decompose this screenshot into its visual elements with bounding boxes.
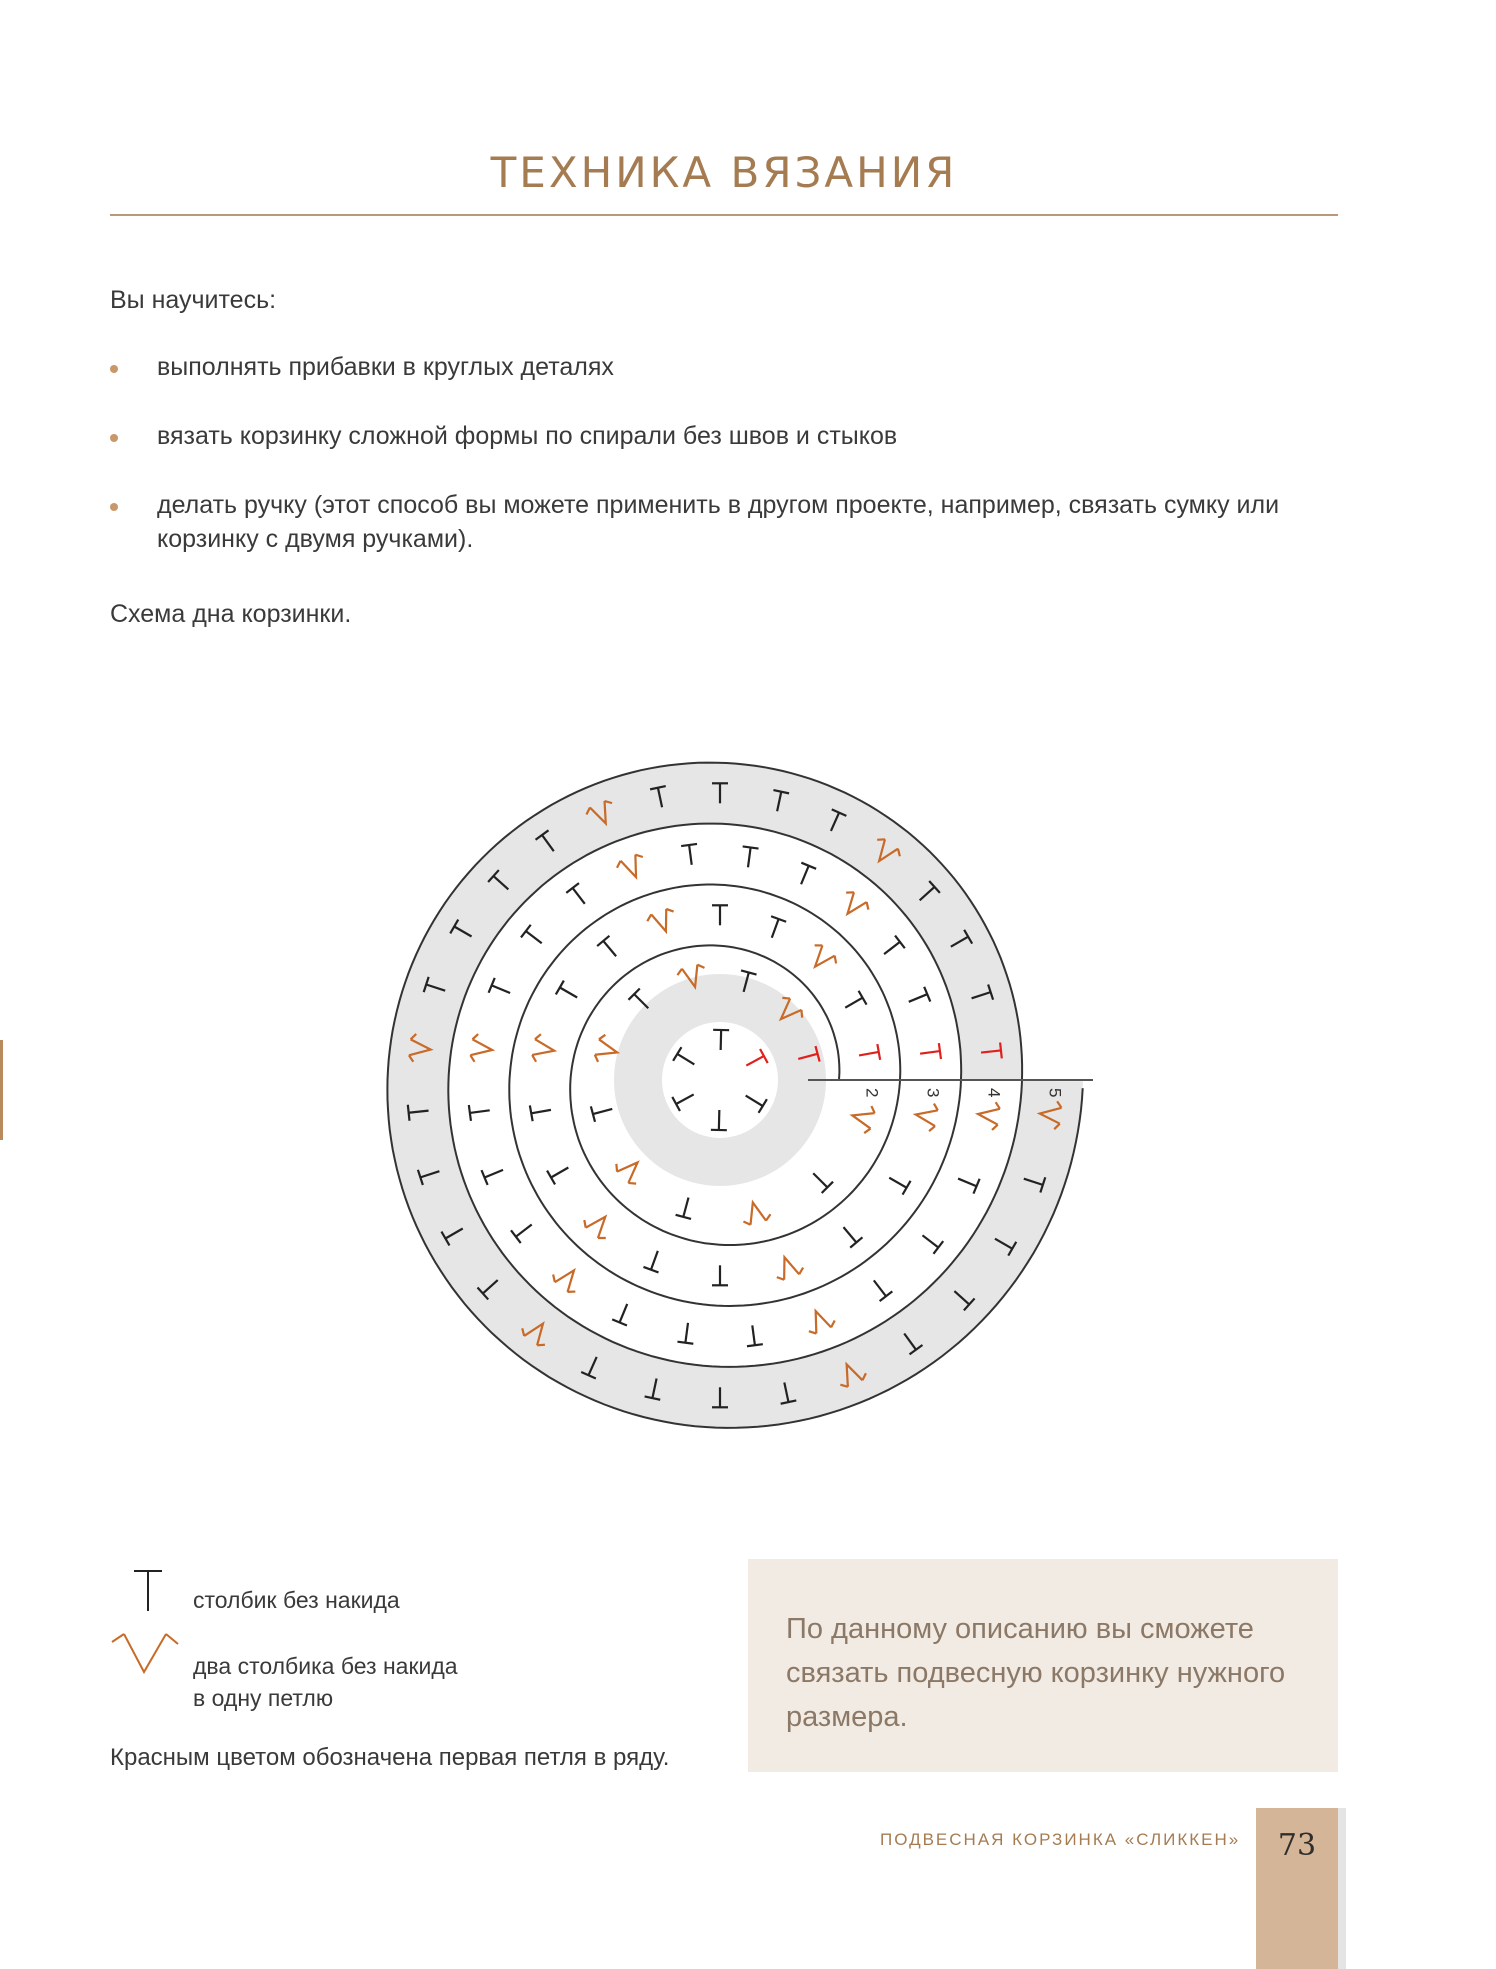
single-crochet-symbol xyxy=(712,1265,728,1285)
increase-symbol xyxy=(803,1306,837,1336)
single-crochet-symbol xyxy=(764,916,786,940)
legend-single-crochet: столбик без накида xyxy=(193,1587,400,1613)
increase-icon xyxy=(108,1630,180,1678)
single-crochet-symbol xyxy=(741,1089,766,1113)
single-crochet-symbol xyxy=(858,1044,880,1063)
increase-symbol xyxy=(470,1033,494,1064)
row-number-5: 5 xyxy=(1045,1088,1065,1098)
footer-title: ПОДВЕСНАЯ КОРЗИНКА «СЛИККЕН» xyxy=(880,1830,1241,1849)
page-number-tab xyxy=(1256,1808,1338,1969)
increase-symbol xyxy=(581,1208,616,1242)
spiral-crochet-diagram xyxy=(300,660,1140,1500)
increase-symbol xyxy=(615,852,649,882)
single-crochet-icon xyxy=(128,1568,168,1618)
single-crochet-symbol xyxy=(919,1043,941,1061)
single-crochet-symbol xyxy=(918,1229,944,1254)
increase-symbol xyxy=(913,1101,939,1132)
increase-symbol xyxy=(550,1262,585,1296)
single-crochet-symbol xyxy=(677,1322,695,1344)
page-edge-marker xyxy=(0,1040,3,1140)
increase-symbol xyxy=(849,1102,877,1134)
page-number: 73 xyxy=(1277,1828,1317,1863)
single-crochet-symbol xyxy=(837,1222,862,1248)
row-number-2: 2 xyxy=(862,1088,882,1098)
intro-text: Вы научитесь: xyxy=(110,286,277,314)
increase-symbol xyxy=(836,889,871,923)
single-crochet-symbol xyxy=(740,846,758,868)
single-crochet-symbol xyxy=(489,978,514,1000)
single-crochet-symbol xyxy=(794,863,816,888)
single-crochet-symbol xyxy=(566,883,591,909)
scheme-caption: Схема дна корзинки. xyxy=(110,600,352,628)
single-crochet-symbol xyxy=(808,1168,833,1193)
single-crochet-symbol xyxy=(711,1110,727,1130)
single-crochet-symbol xyxy=(744,1324,762,1346)
row-number-3: 3 xyxy=(923,1088,943,1098)
single-crochet-symbol xyxy=(591,1101,614,1122)
single-crochet-symbol xyxy=(681,844,699,866)
single-crochet-symbol xyxy=(742,1049,767,1073)
increase-symbol xyxy=(613,1153,648,1188)
legend-increase: два столбика без накида в одну петлю xyxy=(193,1653,458,1711)
list-item: делать ручку (этот способ вы можете применить в другом проекте, например, связать сумку или корзинку с двумя ручками). xyxy=(110,488,1338,556)
single-crochet-symbol xyxy=(712,905,728,925)
single-crochet-symbol xyxy=(481,1162,506,1184)
single-crochet-symbol xyxy=(885,1171,910,1195)
increase-symbol xyxy=(976,1100,1000,1131)
single-crochet-symbol xyxy=(643,1248,665,1272)
increase-symbol xyxy=(646,907,679,936)
bullet-icon xyxy=(110,434,118,442)
list-item: выполнять прибавки в круглых деталях xyxy=(110,350,1338,384)
single-crochet-symbol xyxy=(676,1195,697,1218)
page-tab-shadow xyxy=(1338,1808,1346,1969)
bullet-icon xyxy=(110,503,118,511)
list-item: вязать корзинку сложной формы по спирали без швов и стыков xyxy=(110,419,1338,453)
single-crochet-symbol xyxy=(597,936,622,962)
single-crochet-symbol xyxy=(521,925,547,950)
single-crochet-symbol xyxy=(511,1218,537,1243)
info-box xyxy=(748,1559,1338,1772)
single-crochet-symbol xyxy=(672,1087,697,1111)
spiral-band xyxy=(387,763,1083,1428)
spiral-center-ring xyxy=(638,998,802,1162)
single-crochet-symbol xyxy=(673,1047,698,1071)
single-crochet-symbol xyxy=(906,987,931,1009)
single-crochet-symbol xyxy=(556,981,581,1005)
single-crochet-symbol xyxy=(955,1171,980,1193)
single-crochet-symbol xyxy=(612,1301,634,1326)
single-crochet-symbol xyxy=(879,936,905,961)
bullet-icon xyxy=(110,365,118,373)
legend-note: Красным цветом обозначена первая петля в ряду. xyxy=(110,1744,670,1771)
single-crochet-symbol xyxy=(713,1030,729,1050)
row-number-4: 4 xyxy=(984,1088,1004,1098)
increase-symbol xyxy=(739,1199,771,1227)
info-text: По данному описанию вы сможете связать подвесную корзинку нужного размера. xyxy=(786,1613,1286,1733)
single-crochet-symbol xyxy=(841,991,866,1015)
single-crochet-symbol xyxy=(867,1275,892,1301)
single-crochet-symbol xyxy=(547,1161,572,1185)
increase-symbol xyxy=(531,1033,557,1064)
page-title: ТЕХНИКА ВЯЗАНИЯ xyxy=(490,148,958,197)
title-divider xyxy=(110,214,1338,216)
single-crochet-symbol xyxy=(469,1102,491,1120)
increase-symbol xyxy=(771,1253,804,1282)
single-crochet-symbol xyxy=(530,1102,552,1121)
increase-symbol xyxy=(804,942,839,976)
learning-list xyxy=(110,350,1338,591)
